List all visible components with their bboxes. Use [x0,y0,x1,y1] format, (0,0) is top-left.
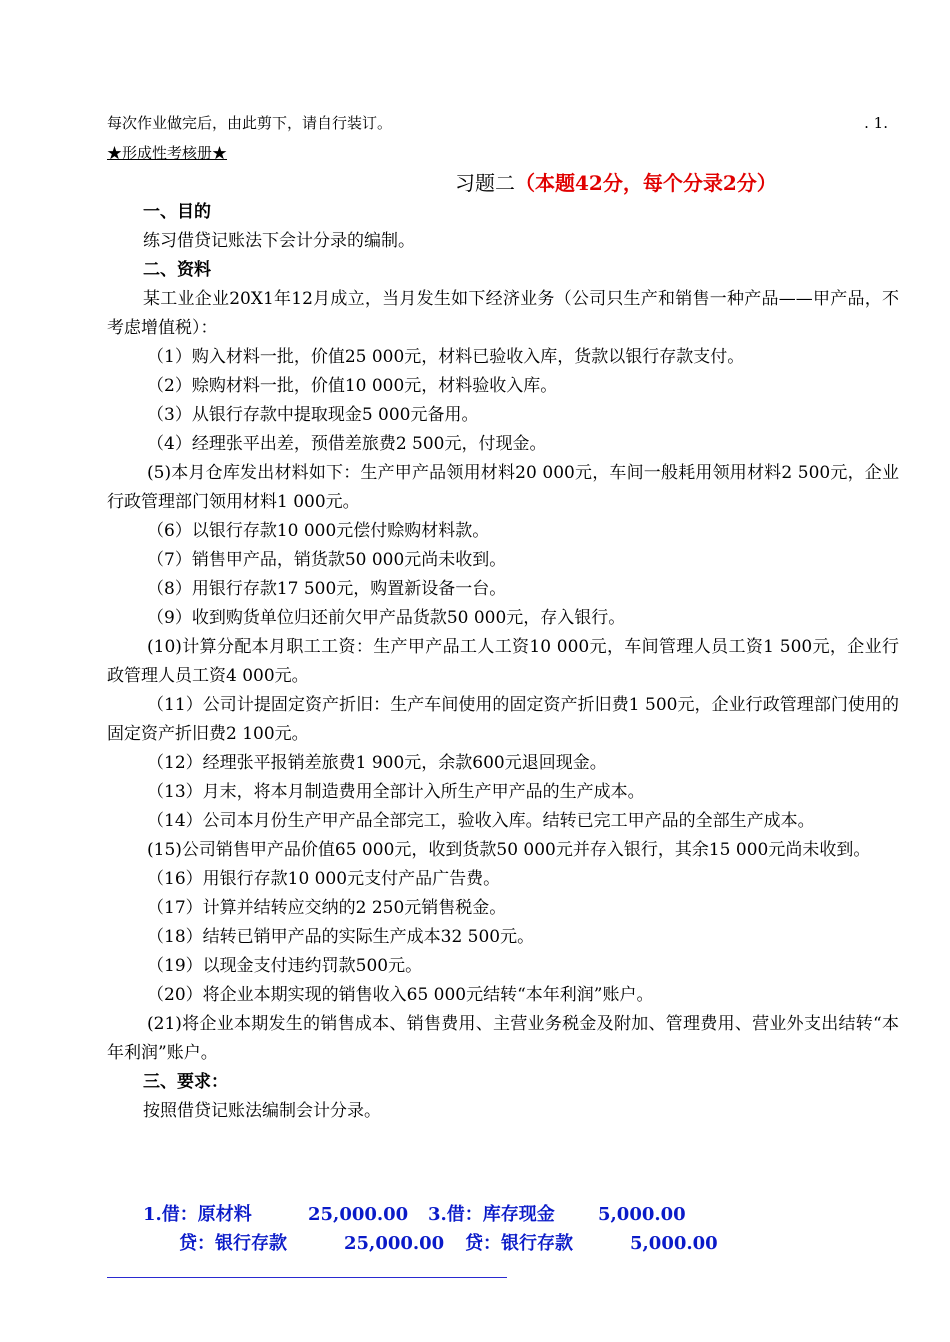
exercise-title [455,169,777,197]
exercise-body [107,198,899,1126]
list-item: （6）以银行存款10 000元偿付赊购材料款。 [147,521,490,541]
list-item: （19）以现金支付违约罚款500元。 [147,956,423,976]
entry-1-debit-account: 1.借：原材料 [143,1204,252,1225]
booklet-title: ★形成性考核册★ [107,144,228,162]
entry-3-debit-account: 3.借：库存现金 [428,1204,555,1225]
list-item: （4）经理张平出差，预借差旅费2 500元，付现金。 [147,434,547,454]
list-item: （8）用银行存款17 500元，购置新设备一台。 [147,579,507,599]
purpose-heading: 一、目的 [143,202,211,222]
journal-row-credit [143,1229,843,1258]
entry-3-debit-amount: 5,000.00 [598,1204,686,1225]
list-item: （20）将企业本期实现的销售收入65 000元结转“本年利润”账户。 [147,985,654,1005]
list-item: （17）计算并结转应交纳的2 250元销售税金。 [147,898,507,918]
requirements-text: 按照借贷记账法编制会计分录。 [143,1101,381,1121]
entry-3-credit-account: 贷：银行存款 [465,1233,573,1254]
list-item: （7）销售甲产品，销货款50 000元尚未收到。 [147,550,507,570]
purpose-text: 练习借贷记账法下会计分录的编制。 [143,231,415,251]
entry-1-credit-amount: 25,000.00 [344,1233,445,1254]
exercise-score-note: （本题42分，每个分录2分） [515,171,777,195]
requirements-heading: 三、要求： [143,1072,228,1092]
list-item: （13）月末，将本月制造费用全部计入所生产甲产品的生产成本。 [147,782,645,802]
list-item: (10)计算分配本月职工工资：生产甲产品工人工资10 000元，车间管理人员工资1 500元，企业行政管理人员工资4 000元。 [107,637,899,686]
cut-instruction: 每次作业做完后，由此剪下，请自行装订。 [107,114,393,132]
list-item: （18）结转已销甲产品的实际生产成本32 500元。 [147,927,535,947]
list-item: （16）用银行存款10 000元支付产品广告费。 [147,869,501,889]
list-item: （9）收到购货单位归还前欠甲产品货款50 000元，存入银行。 [147,608,626,628]
entry-1-debit-amount: 25,000.00 [308,1204,409,1225]
list-item: （3）从银行存款中提取现金5 000元备用。 [147,405,479,425]
divider-line [107,1277,507,1278]
list-item: (15)公司销售甲产品价值65 000元，收到货款50 000元并存入银行，其余15 000元尚未收到。 [147,840,871,860]
list-item: （12）经理张平报销差旅费1 900元，余款600元退回现金。 [147,753,607,773]
entry-1-credit-account: 贷：银行存款 [179,1233,287,1254]
journal-row-debit [143,1200,843,1229]
list-item: (5)本月仓库发出材料如下：生产甲产品领用材料20 000元，车间一般耗用领用材料2 500元，企业行政管理部门领用材料1 000元。 [107,463,899,512]
list-item: (21)将企业本期发生的销售成本、销售费用、主营业务税金及附加、管理费用、营业外支出结转“本年利润”账户。 [107,1014,899,1063]
materials-heading: 二、资料 [143,260,211,280]
entry-3-credit-amount: 5,000.00 [630,1233,718,1254]
list-item: （14）公司本月份生产甲产品全部完工，验收入库。结转已完工甲产品的全部生产成本。 [147,811,815,831]
materials-intro: 某工业企业20X1年12月成立，当月发生如下经济业务（公司只生产和销售一种产品——甲产品，不考虑增值税）： [107,289,899,338]
journal-entries [143,1200,843,1258]
list-item: （2）赊购材料一批，价值10 000元，材料验收入库。 [147,376,558,396]
list-item: （11）公司计提固定资产折旧：生产车间使用的固定资产折旧费1 500元，企业行政管理部门使用的固定资产折旧费2 100元。 [107,695,899,744]
page-number: . 1. [864,114,888,132]
exercise-title-main: 习题二 [455,171,515,195]
list-item: （1）购入材料一批，价值25 000元，材料已验收入库，货款以银行存款支付。 [147,347,745,367]
